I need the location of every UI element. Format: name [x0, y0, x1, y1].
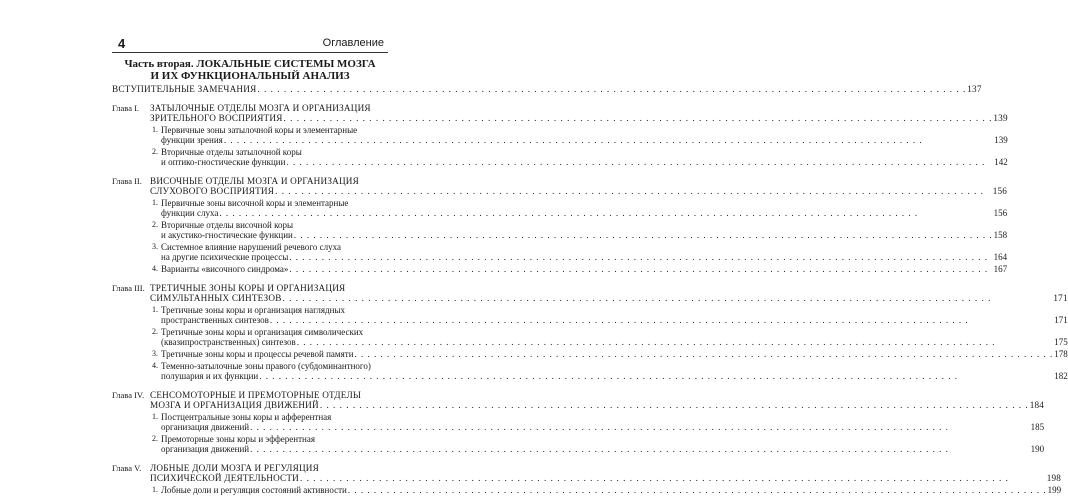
toc-chapter[interactable] [112, 103, 1008, 167]
chapter-title-line: ЗАТЫЛОЧНЫЕ ОТДЕЛЫ МОЗГА И ОРГАНИЗАЦИЯ [150, 103, 371, 113]
section-title-line: на другие психические процессы [161, 252, 289, 262]
toc-intro-title: ВСТУПИТЕЛЬНЫЕ ЗАМЕЧАНИЯ [112, 84, 257, 94]
toc-section[interactable] [152, 264, 1007, 274]
leader-dots [286, 157, 993, 167]
toc-section[interactable] [152, 147, 1008, 167]
leader-dots [259, 371, 1053, 381]
section-number: 4. [152, 264, 158, 273]
section-page: 190 [1030, 444, 1045, 454]
section-number: 2. [152, 327, 158, 336]
leader-dots [348, 485, 1047, 495]
section-page: 142 [994, 157, 1008, 167]
section-title-line: Вторичные отделы затылочной коры [161, 147, 302, 157]
section-title-line: функции слуха [161, 208, 219, 218]
section-page: 185 [1030, 422, 1045, 432]
leader-dots [224, 135, 993, 145]
section-title-line: Первичные зоны височной коры и элементарные [161, 198, 349, 208]
leader-dots [275, 186, 992, 196]
leader-dots [250, 444, 1029, 454]
header-rule [112, 52, 388, 53]
chapter-title-line: ПСИХИЧЕСКОЙ ДЕЯТЕЛЬНОСТИ [150, 473, 300, 483]
section-body [161, 242, 1007, 262]
chapter-title-line: СЛУХОВОГО ВОСПРИЯТИЯ [150, 186, 275, 196]
part-title-line-1: ЛОКАЛЬНЫЕ СИСТЕМЫ МОЗГА [196, 58, 376, 70]
leader-dots [250, 422, 1029, 432]
leader-dots [284, 113, 993, 123]
section-body [161, 147, 1008, 167]
chapter-title[interactable] [150, 463, 1061, 483]
part-title [112, 58, 388, 82]
chapter-page: 139 [993, 113, 1008, 123]
toc-section[interactable] [152, 349, 1068, 359]
section-body [161, 220, 1007, 240]
section-page: 158 [993, 230, 1008, 240]
leader-dots [219, 208, 992, 218]
section-title-line: организация движений [161, 422, 250, 432]
section-number: 3. [152, 242, 158, 251]
page-number: 4 [118, 36, 126, 51]
toc-section[interactable] [152, 305, 1068, 325]
chapter-page: 184 [1029, 400, 1045, 410]
section-title-line: Лобные доли и регуляция состояний активности [161, 485, 347, 495]
section-body [161, 434, 1044, 454]
section-title-line: и оптико-гностические функции [161, 157, 286, 167]
toc-section[interactable] [152, 485, 1061, 495]
section-page: 175 [1054, 337, 1068, 347]
toc-chapter[interactable] [112, 463, 1062, 495]
section-body [161, 412, 1044, 432]
toc-section[interactable] [152, 327, 1068, 347]
leader-dots [289, 252, 992, 262]
chapter-title-line: ТРЕТИЧНЫЕ ЗОНЫ КОРЫ И ОРГАНИЗАЦИЯ [150, 283, 346, 293]
section-page: 199 [1047, 485, 1062, 495]
section-page: 182 [1054, 371, 1068, 381]
section-body [161, 305, 1068, 325]
section-body [161, 361, 1068, 381]
section-title-line: Постцентральные зоны коры и афферентная [161, 412, 332, 422]
toc-chapter[interactable] [112, 176, 1008, 274]
chapter-title[interactable] [150, 390, 1044, 410]
toc-section[interactable] [152, 220, 1007, 240]
toc-section[interactable] [152, 125, 1008, 145]
section-number: 1. [152, 485, 158, 494]
section-page: 178 [1054, 349, 1068, 359]
toc-intro-entry[interactable] [112, 84, 982, 94]
chapter-title[interactable] [150, 103, 1008, 123]
section-title-line: и акустико-гностические функции [161, 230, 293, 240]
section-page: 167 [993, 264, 1008, 274]
leader-dots [257, 84, 966, 94]
chapter-body [150, 463, 1061, 495]
section-body [161, 349, 1068, 359]
chapter-label: Глава V. [112, 463, 142, 473]
section-title-line: организация движений [161, 444, 250, 454]
part-label: Часть вторая. [124, 58, 194, 70]
table-of-contents [112, 84, 1068, 495]
chapter-title-line: ЗРИТЕЛЬНОГО ВОСПРИЯТИЯ [150, 113, 283, 123]
toc-section[interactable] [152, 434, 1044, 454]
chapter-body [150, 283, 1068, 381]
toc-section[interactable] [152, 198, 1007, 218]
chapter-label: Глава III. [112, 283, 145, 293]
section-title-line: Третичные зоны коры и процессы речевой памяти [161, 349, 354, 359]
chapter-title-line: МОЗГА И ОРГАНИЗАЦИЯ ДВИЖЕНИЙ [150, 400, 319, 410]
leader-dots [320, 400, 1029, 410]
section-number: 1. [152, 412, 158, 421]
section-number: 1. [152, 125, 158, 134]
chapter-title-line: ЛОБНЫЕ ДОЛИ МОЗГА И РЕГУЛЯЦИЯ [150, 463, 319, 473]
section-body [161, 327, 1068, 347]
section-number: 1. [152, 198, 158, 207]
leader-dots [294, 230, 993, 240]
section-page: 139 [994, 135, 1008, 145]
section-number: 2. [152, 147, 158, 156]
leader-dots [283, 293, 1053, 303]
section-page: 156 [993, 208, 1008, 218]
leader-dots [289, 264, 992, 274]
toc-section[interactable] [152, 242, 1007, 262]
chapter-body [150, 103, 1008, 167]
section-title-line: полушария и их функции [161, 371, 259, 381]
chapter-label: Глава II. [112, 176, 142, 186]
section-body [161, 264, 1007, 274]
chapter-title-line: СЕНСОМОТОРНЫЕ И ПРЕМОТОРНЫЕ ОТДЕЛЫ [150, 390, 362, 400]
section-title-line: Вторичные отделы височной коры [161, 220, 294, 230]
leader-dots [297, 337, 1054, 347]
part-title-line-2: И ИХ ФУНКЦИОНАЛЬНЫЙ АНАЛИЗ [150, 70, 350, 82]
chapter-label: Глава I. [112, 103, 140, 113]
chapter-title-line: СИМУЛЬТАННЫХ СИНТЕЗОВ [150, 293, 282, 303]
section-number: 3. [152, 349, 158, 358]
chapter-body [150, 390, 1044, 454]
chapter-label: Глава IV. [112, 390, 145, 400]
section-number: 2. [152, 434, 158, 443]
section-title-line: Третичные зоны коры и организация наглядных [161, 305, 345, 315]
section-number: 2. [152, 220, 158, 229]
section-number: 4. [152, 361, 158, 370]
section-title-line: пространственных синтезов [161, 315, 269, 325]
section-title-line: функции зрения [161, 135, 223, 145]
section-body [161, 125, 1008, 145]
leader-dots [270, 315, 1053, 325]
chapter-body [150, 176, 1007, 274]
toc-chapter[interactable] [112, 390, 1045, 454]
section-body [161, 198, 1007, 218]
chapter-title[interactable] [150, 283, 1068, 303]
chapter-title[interactable] [150, 176, 1007, 196]
chapter-page: 156 [992, 186, 1008, 196]
section-title-line: Первичные зоны затылочной коры и элементарные [161, 125, 358, 135]
section-body [161, 485, 1061, 495]
chapter-page: 171 [1053, 293, 1068, 303]
section-title-line: (квазипространственных) синтезов [161, 337, 296, 347]
toc-section[interactable] [152, 361, 1068, 381]
toc-intro-page: 137 [967, 84, 982, 94]
leader-dots [300, 473, 1046, 483]
toc-section[interactable] [152, 412, 1044, 432]
section-page: 171 [1054, 315, 1068, 325]
section-title-line: Третичные зоны коры и организация символических [161, 327, 364, 337]
section-title-line: Варианты «височного синдрома» [161, 264, 289, 274]
chapter-title-line: ВИСОЧНЫЕ ОТДЕЛЫ МОЗГА И ОРГАНИЗАЦИЯ [150, 176, 359, 186]
running-head: Оглавление [322, 37, 384, 49]
section-title-line: Системное влияние нарушений речевого слуха [161, 242, 341, 252]
section-title-line: Премоторные зоны коры и эфферентная [161, 434, 315, 444]
section-page: 164 [993, 252, 1008, 262]
leader-dots [355, 349, 1054, 359]
toc-chapter[interactable] [112, 283, 1068, 381]
section-number: 1. [152, 305, 158, 314]
chapter-page: 198 [1046, 473, 1062, 483]
section-title-line: Теменно-затылочные зоны правого (субдоминантного) [161, 361, 371, 371]
